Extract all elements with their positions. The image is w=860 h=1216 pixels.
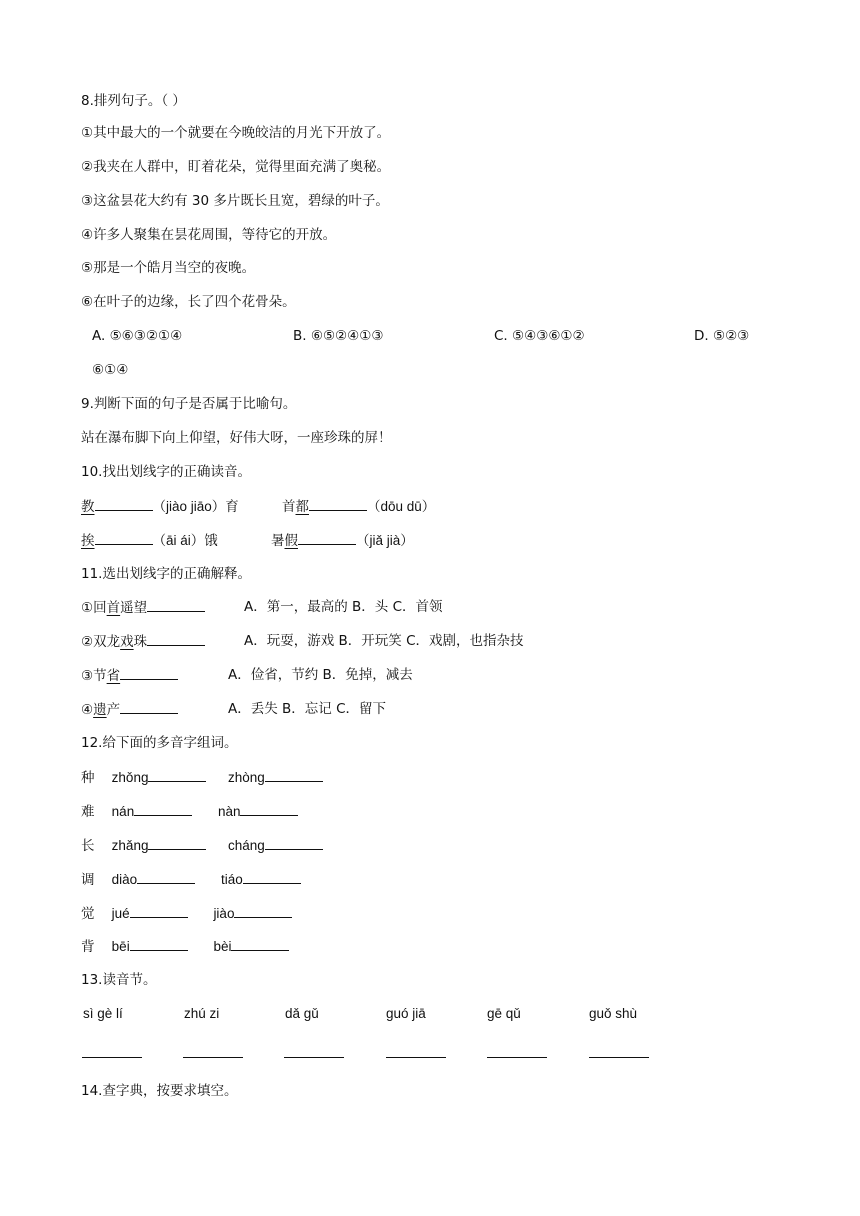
q9-title: 9.判断下面的句子是否属于比喻句。	[81, 396, 297, 412]
q11-item-3	[81, 666, 178, 685]
q12-row-3	[81, 836, 323, 855]
q10-item-3	[81, 531, 218, 550]
q10-item-2	[282, 497, 435, 516]
word-post: 遥望	[120, 600, 148, 616]
word-pre: 双龙	[93, 634, 121, 650]
q11-item-4	[81, 700, 178, 719]
answer-blank[interactable]	[137, 870, 195, 884]
q10-item-1	[81, 497, 239, 516]
q8-option-b[interactable]: B. ⑥⑤②④①③	[293, 328, 384, 344]
q8-option-d-wrap: ⑥①④	[92, 362, 129, 378]
answer-blank[interactable]	[148, 836, 206, 850]
q13-syllable-5: gē qǔ	[487, 1006, 521, 1021]
pinyin-a: zhǎng	[111, 838, 149, 853]
q8-title: 8.排列句子。（ ）	[81, 93, 186, 109]
q8-option-d[interactable]: D. ⑤②③	[694, 328, 750, 344]
answer-blank[interactable]	[265, 836, 323, 850]
underlined-char: 戏	[120, 634, 134, 650]
answer-blank[interactable]	[120, 700, 178, 714]
q8-line-4: ④许多人聚集在昙花周围，等待它的开放。	[81, 227, 337, 243]
q12-row-2	[81, 802, 298, 821]
pinyin-a: nán	[111, 804, 135, 819]
q8-line-6: ⑥在叶子的边缘，长了四个花骨朵。	[81, 294, 296, 310]
answer-blank[interactable]	[265, 768, 323, 782]
q13-syllable-1: sì gè lí	[83, 1006, 123, 1021]
answer-blank[interactable]	[147, 632, 205, 646]
pinyin-b: zhòng	[227, 770, 265, 785]
underlined-char: 遗	[93, 702, 107, 718]
q11-item-1	[81, 598, 205, 617]
q12-row-5	[81, 904, 292, 923]
q13-answer-blank-1[interactable]	[82, 1057, 142, 1058]
q11-title: 11.选出划线字的正确解释。	[81, 566, 251, 582]
underlined-char: 省	[106, 668, 121, 684]
item-number: ①	[81, 600, 94, 616]
q13-syllable-2: zhú zi	[184, 1006, 220, 1021]
q8-line-2: ②我夹在人群中，盯着花朵，觉得里面充满了奥秘。	[81, 159, 391, 175]
q13-syllable-3: dǎ gǔ	[285, 1006, 319, 1021]
q13-syllable-6: guǒ shù	[589, 1006, 638, 1021]
q14-title: 14.查字典，按要求填空。	[81, 1083, 238, 1099]
polyphone-char: 种	[81, 770, 95, 786]
q9-sentence: 站在瀑布脚下向上仰望，好伟大呀，一座珍珠的屏！	[81, 430, 392, 446]
q8-line-1: ①其中最大的一个就要在今晚皎洁的月光下开放了。	[81, 125, 391, 141]
answer-blank[interactable]	[95, 497, 153, 511]
underlined-char: 假	[284, 533, 298, 549]
pinyin-choices: （dōu dū）	[367, 499, 436, 514]
underlined-char: 教	[81, 499, 95, 515]
word-prefix: 暑	[271, 533, 285, 549]
q13-title: 13.读音节。	[81, 972, 157, 988]
q10-title: 10.找出划线字的正确读音。	[81, 464, 251, 480]
polyphone-char: 背	[81, 939, 95, 955]
answer-blank[interactable]	[243, 870, 301, 884]
pinyin-a: bēi	[111, 939, 130, 954]
polyphone-char: 难	[81, 804, 95, 820]
q12-row-6	[81, 937, 289, 956]
q12-row-4	[81, 870, 301, 889]
underlined-char: 挨	[81, 533, 95, 549]
answer-blank[interactable]	[130, 904, 188, 918]
pinyin-a: zhǒng	[111, 770, 149, 785]
word-post: 产	[106, 702, 121, 718]
answer-blank[interactable]	[234, 904, 292, 918]
q11-item-4-options: A．丢失 B．忘记 C．留下	[228, 701, 387, 717]
answer-blank[interactable]	[134, 802, 192, 816]
item-number: ③	[81, 668, 94, 684]
item-number: ②	[81, 634, 94, 650]
answer-blank[interactable]	[130, 937, 188, 951]
q10-item-4	[271, 531, 414, 550]
q11-item-2	[81, 632, 205, 651]
pinyin-a: jué	[111, 906, 130, 921]
q13-answer-blank-2[interactable]	[183, 1057, 243, 1058]
pinyin-choices: （jiào jiāo）	[152, 499, 226, 514]
answer-blank[interactable]	[298, 531, 356, 545]
answer-blank[interactable]	[147, 598, 205, 612]
q11-item-2-options: A．玩耍，游戏 B．开玩笑 C．戏剧，也指杂技	[244, 633, 524, 649]
word-prefix: 首	[282, 499, 296, 515]
item-number: ④	[81, 702, 94, 718]
q13-syllable-4: guó jiā	[386, 1006, 426, 1021]
answer-blank[interactable]	[95, 531, 153, 545]
polyphone-char: 觉	[81, 906, 95, 922]
q12-row-1	[81, 768, 323, 787]
q13-answer-blank-5[interactable]	[487, 1057, 547, 1058]
pinyin-b: bèi	[213, 939, 232, 954]
q13-answer-blank-4[interactable]	[386, 1057, 446, 1058]
answer-blank[interactable]	[148, 768, 206, 782]
q8-option-a[interactable]: A. ⑤⑥③②①④	[92, 328, 183, 344]
pinyin-b: jiào	[213, 906, 235, 921]
underlined-char: 首	[106, 600, 121, 616]
pinyin-choices: （āi ái）	[152, 533, 205, 548]
answer-blank[interactable]	[120, 666, 178, 680]
pinyin-b: cháng	[227, 838, 265, 853]
q8-option-c[interactable]: C. ⑤④③⑥①②	[494, 328, 585, 344]
word-pre: 回	[93, 600, 107, 616]
polyphone-char: 调	[81, 872, 95, 888]
q11-item-1-options: A．第一，最高的 B．头 C．首领	[244, 599, 443, 615]
pinyin-b: tiáo	[220, 872, 243, 887]
word-suffix: 育	[225, 499, 239, 515]
q11-item-3-options: A．俭省，节约 B．免掉，减去	[228, 667, 413, 683]
q13-answer-blank-6[interactable]	[589, 1057, 649, 1058]
pinyin-choices: （jiǎ jià）	[356, 533, 414, 548]
q8-line-3: ③这盆昙花大约有 30 多片既长且宽，碧绿的叶子。	[81, 193, 389, 209]
answer-blank[interactable]	[231, 937, 289, 951]
pinyin-a: diào	[111, 872, 138, 887]
q13-answer-blank-3[interactable]	[284, 1057, 344, 1058]
answer-blank[interactable]	[240, 802, 298, 816]
polyphone-char: 长	[81, 838, 95, 854]
underlined-char: 都	[295, 499, 309, 515]
pinyin-b: nàn	[217, 804, 241, 819]
q8-line-5: ⑤那是一个皓月当空的夜晚。	[81, 260, 256, 276]
answer-blank[interactable]	[309, 497, 367, 511]
word-pre: 节	[93, 668, 107, 684]
q12-title: 12.给下面的多音字组词。	[81, 735, 238, 751]
word-post: 珠	[133, 634, 148, 650]
word-suffix: 饿	[204, 533, 218, 549]
